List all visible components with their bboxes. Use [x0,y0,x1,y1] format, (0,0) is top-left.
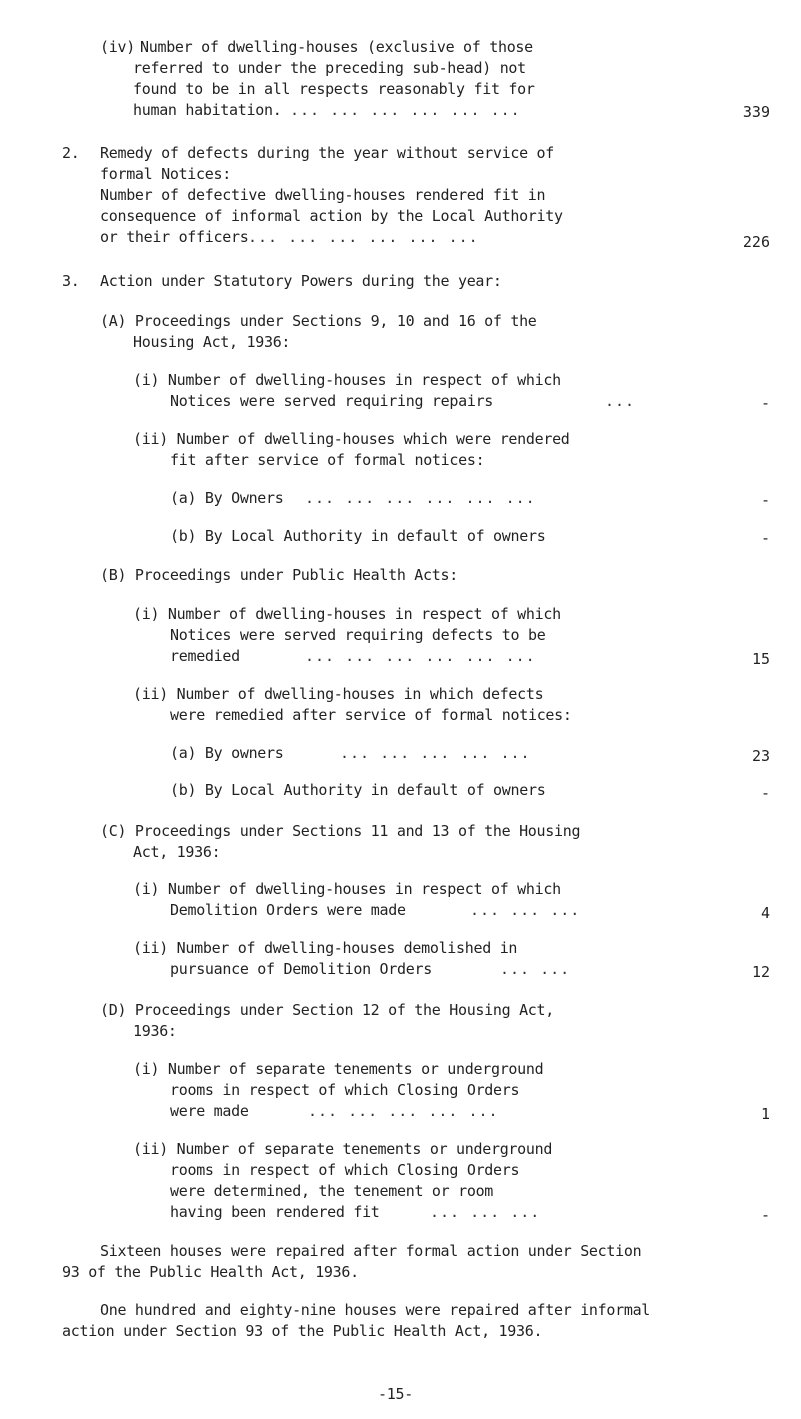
item-2-text-line-5: or their officers [100,228,249,246]
section-c-i-leader: ... ... ... [470,901,581,919]
section-b-b-label: (b) By Local Authority in default of owners [170,781,546,799]
section-d-i-value: 1 [760,1105,770,1123]
item-iv-number: (iv) [100,38,135,56]
section-c-ii-line-1: (ii) Number of dwelling-houses demolished in [133,939,518,957]
section-b-a-label: (a) By owners [170,744,284,762]
section-c-ii-leader: ... ... [500,960,571,978]
item-iv-value: 339 [742,103,770,121]
section-d-ii-line-3: were determined, the tenement or room [170,1182,494,1200]
section-b-a-value: 23 [751,747,770,765]
section-a-ii-line-2: fit after service of formal notices: [170,451,485,469]
section-a-i-value: - [760,394,770,412]
section-d-ii-value: - [760,1206,770,1224]
section-b-ii-line-2: were remedied after service of formal notices: [170,706,572,724]
section-a-heading-line-1: (A) Proceedings under Sections 9, 10 and 16 of the [100,312,537,330]
section-d-heading-line-2: 1936: [133,1022,177,1040]
section-c-i-line-1: (i) Number of dwelling-houses in respect of which [133,880,561,898]
section-c-ii-line-2: pursuance of Demolition Orders [170,960,432,978]
section-a-b-value: - [760,529,770,547]
section-b-heading: (B) Proceedings under Public Health Acts: [100,566,458,584]
item-iv-text-line-1: Number of dwelling-houses (exclusive of those [140,38,533,56]
section-b-b-value: - [760,784,770,802]
item-2-number: 2. [62,144,80,162]
item-2-text-line-3: Number of defective dwelling-houses rendered fit in [100,186,546,204]
section-b-i-line-2: Notices were served requiring defects to be [170,626,546,644]
section-c-i-line-2: Demolition Orders were made [170,901,406,919]
section-d-heading-line-1: (D) Proceedings under Section 12 of the Housing Act, [100,1001,555,1019]
paragraph-2-line-2: action under Section 93 of the Public Health Act, 1936. [62,1322,543,1340]
item-2-value: 226 [742,233,770,251]
paragraph-1-line-2: 93 of the Public Health Act, 1936. [62,1263,359,1281]
section-c-heading-line-2: Act, 1936: [133,843,221,861]
item-3-number: 3. [62,272,80,290]
section-a-i-line-1: (i) Number of dwelling-houses in respect of which [133,371,561,389]
section-b-a-leader: ... ... ... ... ... [340,744,531,762]
section-d-i-line-2: rooms in respect of which Closing Orders [170,1081,520,1099]
section-b-ii-line-1: (ii) Number of dwelling-houses in which defects [133,685,544,703]
section-d-ii-line-2: rooms in respect of which Closing Orders [170,1161,520,1179]
item-2-text-line-4: consequence of informal action by the Local Authority [100,207,563,225]
section-a-i-line-2: Notices were served requiring repairs [170,392,494,410]
page-number: -15- [378,1385,413,1403]
section-d-ii-line-4: having been rendered fit [170,1203,380,1221]
section-a-heading-line-2: Housing Act, 1936: [133,333,291,351]
section-d-i-leader: ... ... ... ... ... [308,1102,499,1120]
item-2-text-line-1: Remedy of defects during the year without service of [100,144,555,162]
item-iv-leader: ... ... ... ... ... ... [290,101,521,119]
section-c-i-value: 4 [760,904,770,922]
item-iv-text-line-4: human habitation. [133,101,282,119]
section-d-i-line-1: (i) Number of separate tenements or underground [133,1060,544,1078]
section-b-i-value: 15 [751,650,770,668]
section-b-i-line-3: remedied [170,647,240,665]
section-a-b-label: (b) By Local Authority in default of owners [170,527,546,545]
item-2-leader: ... ... ... ... ... ... [248,228,479,246]
section-a-a-value: - [760,491,770,509]
item-iv-text-line-3: found to be in all respects reasonably fit for [133,80,535,98]
item-iv-text-line-2: referred to under the preceding sub-head) not [133,59,526,77]
section-a-a-label: (a) By Owners [170,489,284,507]
section-d-ii-leader: ... ... ... [430,1203,541,1221]
section-b-i-line-1: (i) Number of dwelling-houses in respect of which [133,605,561,623]
section-c-heading-line-1: (C) Proceedings under Sections 11 and 13 of the Housing [100,822,581,840]
item-3-heading: Action under Statutory Powers during the year: [100,272,502,290]
item-2-text-line-2: formal Notices: [100,165,231,183]
section-d-i-line-3: were made [170,1102,249,1120]
section-b-i-leader: ... ... ... ... ... ... [305,647,536,665]
paragraph-1-line-1: Sixteen houses were repaired after formal action under Section [100,1242,642,1260]
section-d-ii-line-1: (ii) Number of separate tenements or underground [133,1140,553,1158]
section-a-a-leader: ... ... ... ... ... ... [305,489,536,507]
section-c-ii-value: 12 [751,963,770,981]
section-a-i-leader: ... [605,392,636,410]
paragraph-2-line-1: One hundred and eighty-nine houses were repaired after informal [100,1301,651,1319]
section-a-ii-line-1: (ii) Number of dwelling-houses which were rendered [133,430,570,448]
